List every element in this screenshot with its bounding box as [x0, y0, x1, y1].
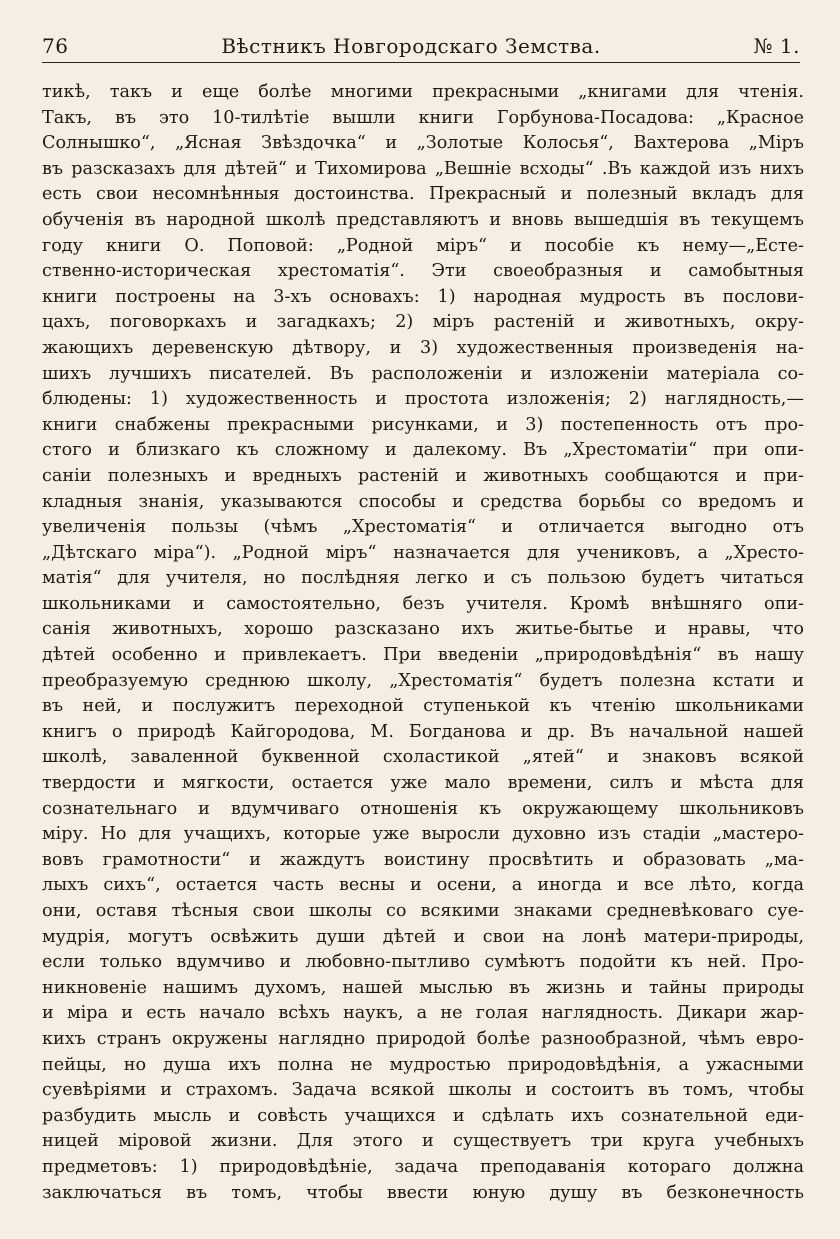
text-line: матія“ для учителя, но послѣдняя легко и съ пользою будетъ читаться — [42, 568, 804, 589]
text-line: кихъ странъ окружены наглядно природой болѣе разнообразной, чѣмъ евро- — [42, 1028, 804, 1049]
text-line: Солнышко“, „Ясная Звѣздочка“ и „Золотые Колосья“, Вахтерова „Міръ — [42, 133, 804, 154]
text-line: ницей міровой жизни. Для этого и существуетъ три круга учебныхъ — [42, 1131, 804, 1152]
text-line: никновеніе нашимъ духомъ, нашей мыслью въ жизнь и тайны природы — [42, 977, 804, 998]
body-text — [42, 80, 804, 1206]
text-line: „Дѣтскаго міра“). „Родной міръ“ назначается для учениковъ, а „Хресто- — [42, 542, 804, 563]
text-line: мудрія, могутъ освѣжить души дѣтей и свои на лонѣ матери-природы, — [42, 926, 804, 947]
text-line: году книги О. Поповой: „Родной міръ“ и пособіе къ нему—„Есте- — [42, 235, 804, 256]
text-line: ственно-историческая хрестоматія“. Эти своеобразныя и самобытныя — [42, 261, 804, 282]
text-line: школѣ, заваленной буквенной схоластикой „ятей“ и знаковъ всякой — [42, 747, 804, 768]
text-line: въ разсказахъ для дѣтей“ и Тихомирова „Вешніе всходы“ .Въ каждой изъ нихъ — [42, 158, 804, 179]
text-line: увеличенія пользы (чѣмъ „Хрестоматія“ и отличается выгодно отъ — [42, 517, 804, 538]
running-header — [42, 30, 800, 58]
text-line: дѣтей особенно и привлекаетъ. При введеніи „природовѣдѣнія“ въ нашу — [42, 645, 804, 666]
text-line: пейцы, но душа ихъ полна не мудростью природовѣдѣнія, а ужасными — [42, 1054, 804, 1075]
text-line: міру. Но для учащихъ, которые уже выросли духовно изъ стадіи „мастеро- — [42, 824, 804, 845]
text-line: преобразуемую среднюю школу, „Хрестоматія“ будетъ полезна кстати и — [42, 670, 804, 691]
text-line: шихъ лучшихъ писателей. Въ расположеніи и изложеніи матеріала со- — [42, 363, 804, 384]
text-line: Такъ, въ это 10-тилѣтіе вышли книги Горбунова-Посадова: „Красное — [42, 107, 804, 128]
text-line: обученія въ народной школѣ представляютъ и вновь вышедшія въ текущемъ — [42, 209, 804, 230]
text-line: блюдены: 1) художественность и простота изложенія; 2) наглядность,— — [42, 389, 804, 410]
text-line: есть свои несомнѣнныя достоинства. Прекрасный и полезный вкладъ для — [42, 184, 804, 205]
text-line: книги снабжены прекрасными рисунками, и 3) постепенность отъ про- — [42, 414, 804, 435]
text-line: суевѣріями и страхомъ. Задача всякой школы и состоитъ въ томъ, чтобы — [42, 1080, 804, 1101]
text-line: жающихъ деревенскую дѣтвору, и 3) художественныя произведенія на- — [42, 337, 804, 358]
text-line: книги построены на 3-хъ основахъ: 1) народная мудрость въ послови- — [42, 286, 804, 307]
text-line: и міра и есть начало всѣхъ наукъ, а не голая наглядность. Дикари жар- — [42, 1003, 804, 1024]
text-line: предметовъ: 1) природовѣдѣніе, задача преподаванія котораго должна — [42, 1156, 804, 1177]
text-line: вовъ грамотности“ и жаждутъ воистину просвѣтить и образовать „ма- — [42, 849, 804, 870]
text-line: школьниками и самостоятельно, безъ учителя. Кромѣ внѣшняго опи- — [42, 593, 804, 614]
text-line: сознательнаго и вдумчиваго отношенія къ окружающему школьниковъ — [42, 798, 804, 819]
text-line: они, оставя тѣсныя свои школы со всякими знаками средневѣковаго суе- — [42, 901, 804, 921]
text-line: саніи полезныхъ и вредныхъ растеній и животныхъ сообщаются и при- — [42, 465, 804, 486]
text-line: кладныя знанія, указываются способы и средства борьбы со вредомъ и — [42, 491, 804, 512]
journal-title: Вѣстникъ Новгородскаго Земства. — [221, 34, 601, 58]
text-line: заключаться въ томъ, чтобы ввести юную душу въ безконечность — [42, 1182, 804, 1203]
text-line: цахъ, поговоркахъ и загадкахъ; 2) міръ растеній и животныхъ, окру- — [42, 312, 804, 333]
text-line: санія животныхъ, хорошо разсказано ихъ житье-бытье и нравы, что — [42, 619, 804, 640]
text-line: въ ней, и послужитъ переходной ступенькой къ чтенію школьниками — [42, 696, 804, 717]
text-line: разбудить мысль и совѣсть учащихся и сдѣлать ихъ сознательной еди- — [42, 1105, 804, 1126]
text-line: твердости и мягкости, остается уже мало времени, силъ и мѣста для — [42, 773, 804, 794]
text-line: стого и близкаго къ сложному и далекому. Въ „Хрестоматіи“ при опи- — [42, 440, 804, 461]
text-line: лыхъ сихъ“, остается часть весны и осени, а иногда и все лѣто, когда — [42, 875, 804, 896]
issue-number: № 1. — [753, 34, 800, 58]
header-rule — [42, 62, 800, 63]
text-line: если только вдумчиво и любовно-пытливо сумѣютъ подойти къ ней. Про- — [42, 952, 804, 973]
text-line: книгъ о природѣ Кайгородова, М. Богданова и др. Въ начальной нашей — [42, 721, 804, 742]
page-number: 76 — [42, 34, 69, 58]
text-line: тикѣ, такъ и еще болѣе многими прекрасными „книгами для чтенія. — [42, 82, 804, 102]
